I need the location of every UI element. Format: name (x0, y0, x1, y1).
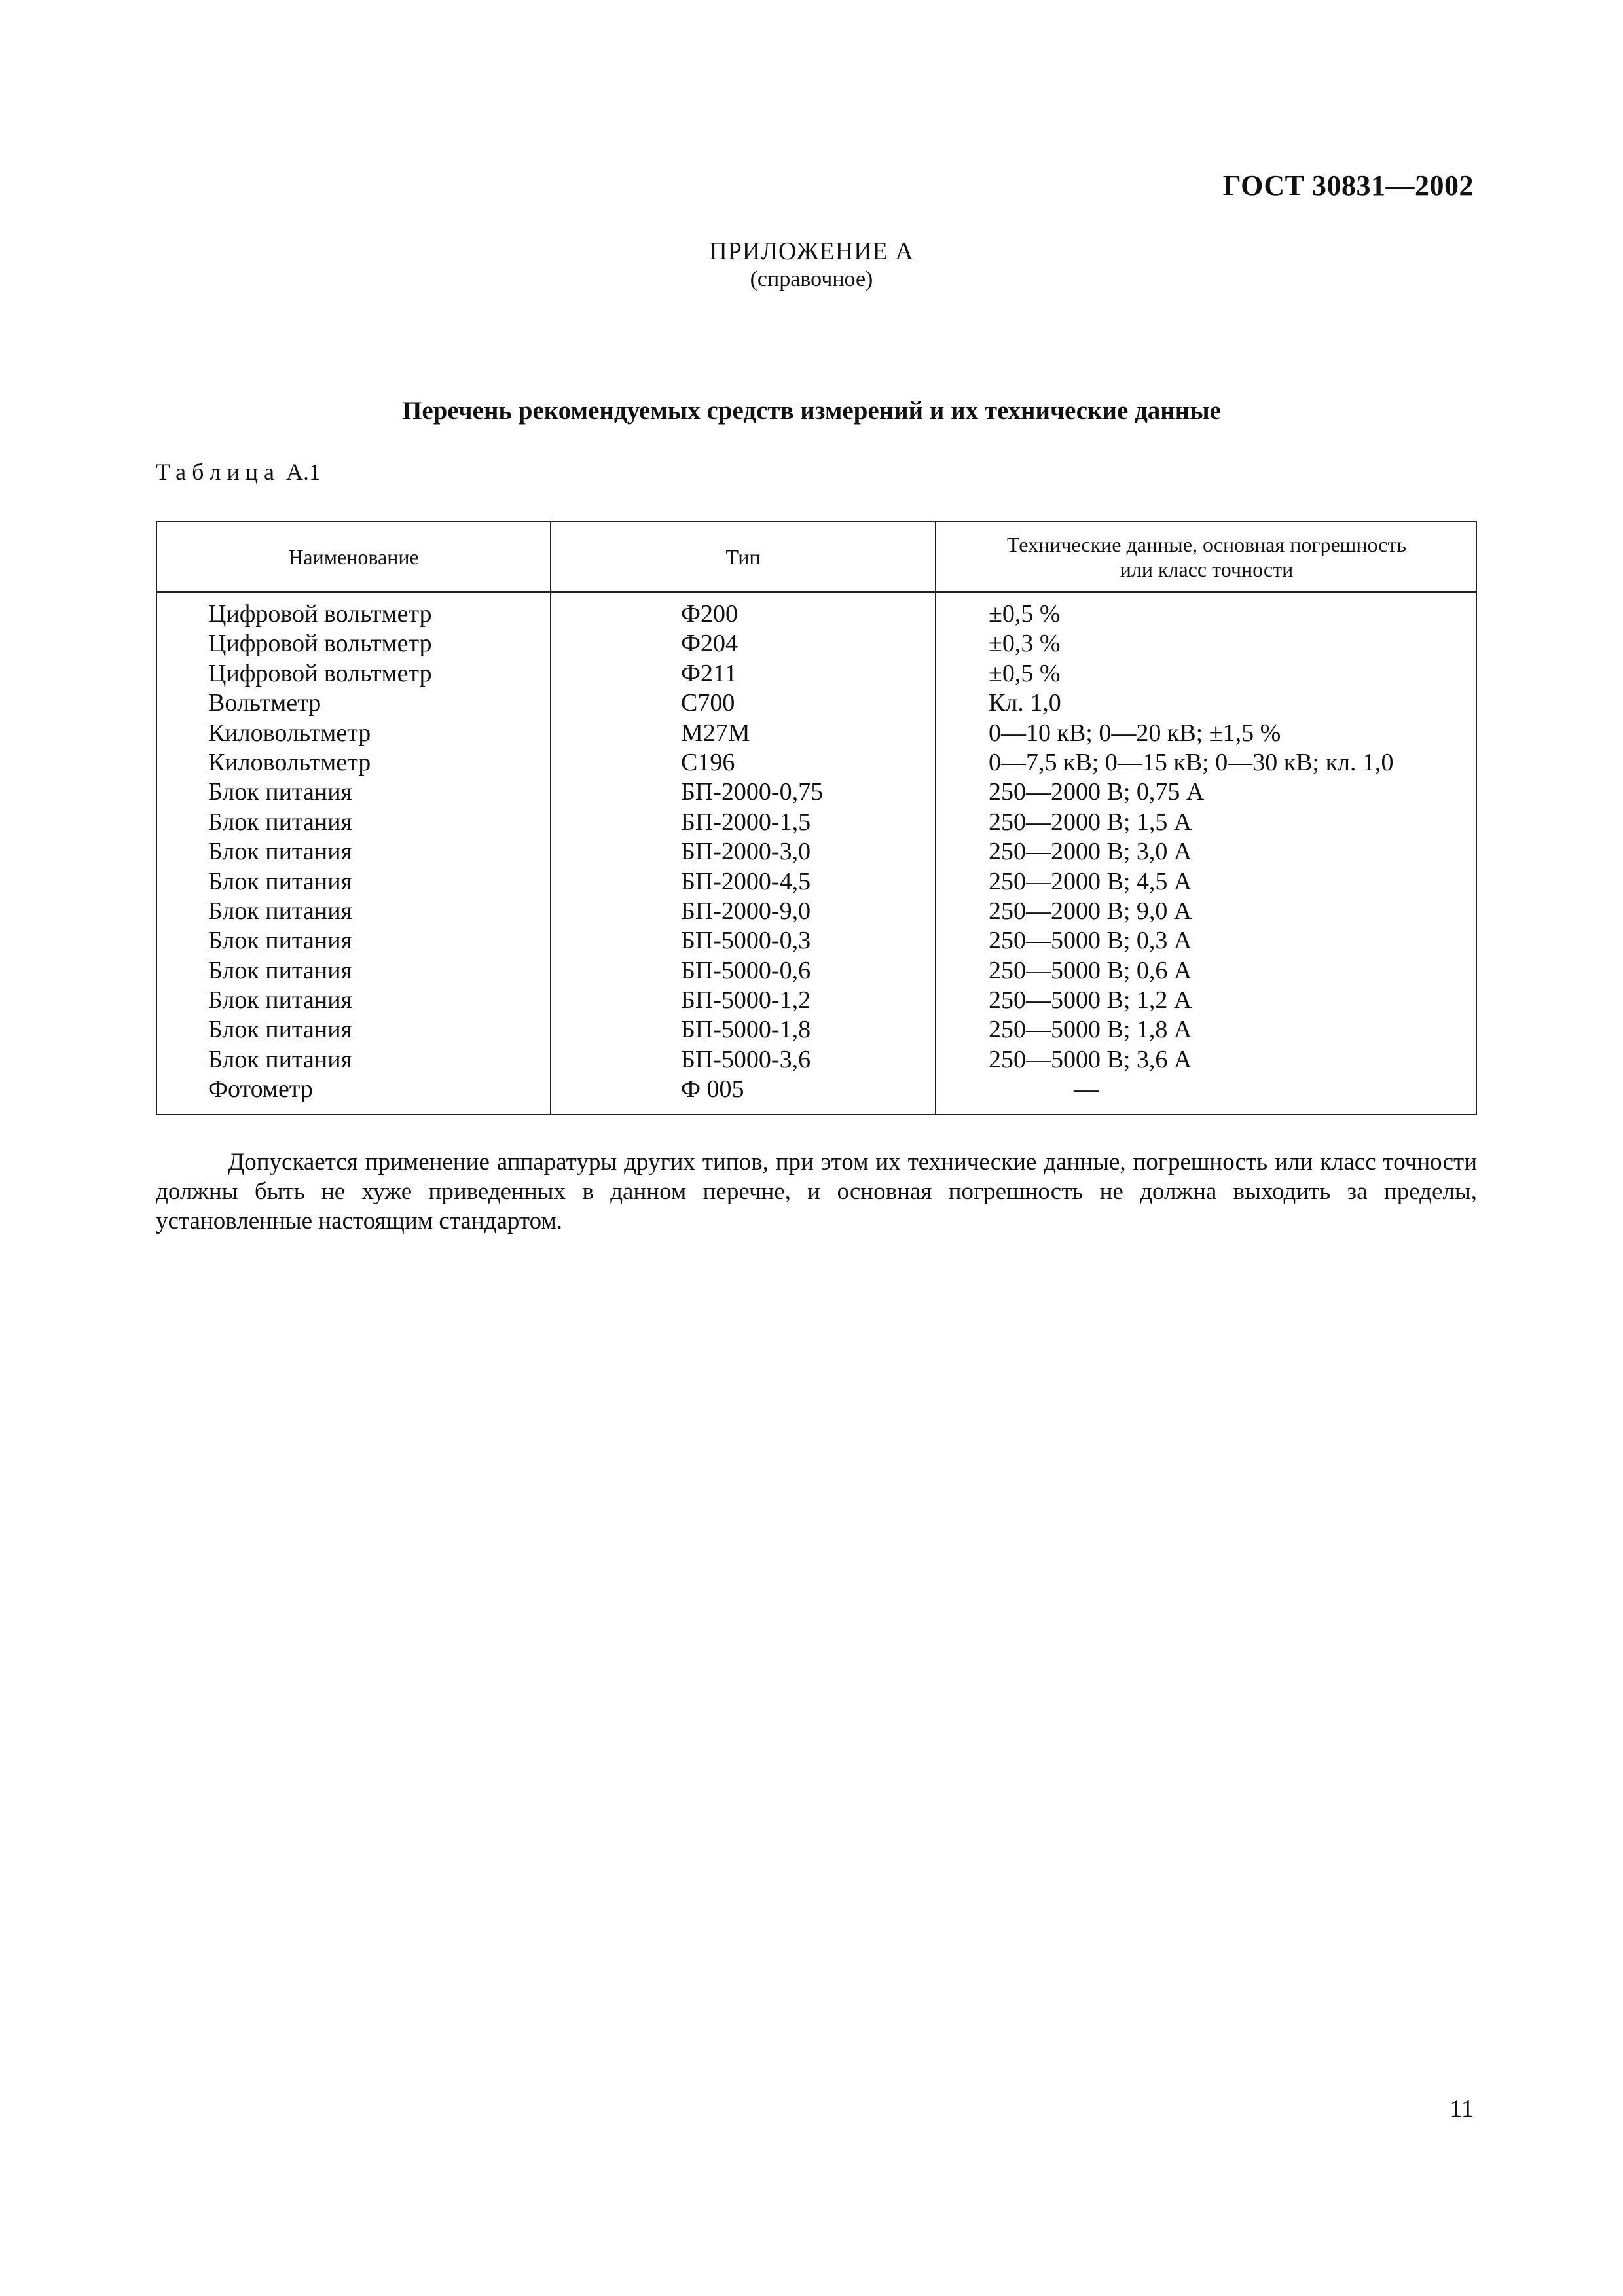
cell-name: Блок питания (208, 927, 353, 955)
cell-name: Цифровой вольтметр (208, 630, 432, 658)
cell-type: БП-5000-0,3 (681, 927, 811, 955)
header-name: Наименование (288, 545, 419, 569)
cell-name: Блок питания (208, 986, 353, 1014)
cell-spec: 0—10 кВ; 0—20 кВ; ±1,5 % (989, 719, 1281, 747)
cell-spec: Кл. 1,0 (989, 689, 1061, 717)
table-row (157, 986, 1476, 1015)
table-row (157, 1015, 1476, 1045)
cell-name: Блок питания (208, 808, 353, 836)
cell-type: БП-5000-0,6 (681, 956, 811, 984)
cell-type: БП-5000-1,8 (681, 1016, 811, 1044)
cell-spec: ±0,3 % (989, 630, 1061, 658)
page-number: 11 (1450, 2095, 1474, 2123)
cell-spec: 250—5000 В; 1,2 А (989, 986, 1192, 1014)
cell-name: Блок питания (208, 838, 353, 866)
table-row (157, 600, 1476, 629)
table-row (157, 748, 1476, 778)
cell-spec: 0—7,5 кВ; 0—15 кВ; 0—30 кВ; кл. 1,0 (989, 748, 1394, 776)
cell-type: М27М (681, 719, 750, 747)
cell-name: Блок питания (208, 867, 353, 895)
table-caption-word: Таблица (156, 459, 280, 485)
table-row (157, 808, 1476, 837)
table-header-row (157, 522, 1476, 593)
table-row (157, 1075, 1476, 1104)
cell-type: С700 (681, 689, 735, 717)
table-row (157, 659, 1476, 689)
cell-spec: ±0,5 % (989, 659, 1061, 687)
cell-spec: ±0,5 % (989, 600, 1061, 628)
table-row (157, 1045, 1476, 1075)
table-body (157, 600, 1476, 1105)
note-paragraph: Допускается применение аппаратуры других типов, при этом их технические данные, погрешность или класс точности должны быть не хуже приведенных в данном перечне, и основная погрешность не должна выходить за пределы, установленные настоящим стандартом. (156, 1149, 1477, 1234)
cell-type: БП-2000-3,0 (681, 838, 811, 866)
header-spec (936, 522, 1477, 591)
cell-spec: — (1074, 1075, 1099, 1103)
cell-spec: 250—2000 В; 4,5 А (989, 867, 1192, 895)
table-row (157, 956, 1476, 986)
table-row (157, 719, 1476, 748)
cell-type: БП-2000-1,5 (681, 808, 811, 836)
cell-name: Киловольтметр (208, 719, 371, 747)
header-spec-line1: Технические данные, основная погрешность (1006, 532, 1407, 556)
cell-spec: 250—2000 В; 0,75 А (989, 778, 1205, 806)
cell-spec: 250—5000 В; 0,3 А (989, 927, 1192, 955)
cell-name: Блок питания (208, 778, 353, 806)
cell-name: Блок питания (208, 1016, 353, 1044)
cell-type: Ф 005 (681, 1075, 744, 1103)
cell-spec: 250—5000 В; 3,6 А (989, 1045, 1192, 1073)
cell-spec: 250—5000 В; 0,6 А (989, 956, 1192, 984)
table-row (157, 837, 1476, 867)
cell-name: Цифровой вольтметр (208, 659, 432, 687)
cell-name: Блок питания (208, 897, 353, 925)
table-caption-number: А.1 (285, 459, 321, 485)
cell-name: Фотометр (208, 1075, 313, 1103)
cell-name: Блок питания (208, 956, 353, 984)
cell-type: БП-2000-9,0 (681, 897, 811, 925)
cell-name: Цифровой вольтметр (208, 600, 432, 628)
cell-spec: 250—2000 В; 9,0 А (989, 897, 1192, 925)
table-caption (156, 458, 321, 486)
table-row (157, 897, 1476, 926)
cell-name: Вольтметр (208, 689, 321, 717)
cell-type: БП-5000-3,6 (681, 1045, 811, 1073)
cell-type: Ф204 (681, 630, 739, 658)
cell-type: С196 (681, 748, 735, 776)
cell-name: Блок питания (208, 1045, 353, 1073)
cell-name: Киловольтметр (208, 748, 371, 776)
cell-type: Ф200 (681, 600, 739, 628)
header-type: Тип (725, 545, 761, 569)
table-row (157, 689, 1476, 718)
table-row (157, 867, 1476, 897)
cell-type: Ф211 (681, 659, 737, 687)
cell-spec: 250—5000 В; 1,8 А (989, 1016, 1192, 1044)
cell-type: БП-2000-4,5 (681, 867, 811, 895)
appendix-subtitle: (справочное) (750, 267, 873, 291)
appendix-title: ПРИЛОЖЕНИЕ А (709, 238, 914, 265)
cell-type: БП-5000-1,2 (681, 986, 811, 1014)
cell-spec: 250—2000 В; 1,5 А (989, 808, 1192, 836)
cell-spec: 250—2000 В; 3,0 А (989, 838, 1192, 866)
header-spec-line2: или класс точности (1120, 557, 1294, 581)
table-row (157, 778, 1476, 807)
table-row (157, 629, 1476, 658)
list-title: Перечень рекомендуемых средств измерений и их технические данные (401, 397, 1221, 425)
document-code: ГОСТ 30831—2002 (1222, 170, 1474, 202)
instruments-table (156, 521, 1477, 1115)
cell-type: БП-2000-0,75 (681, 778, 824, 806)
table-row (157, 926, 1476, 956)
